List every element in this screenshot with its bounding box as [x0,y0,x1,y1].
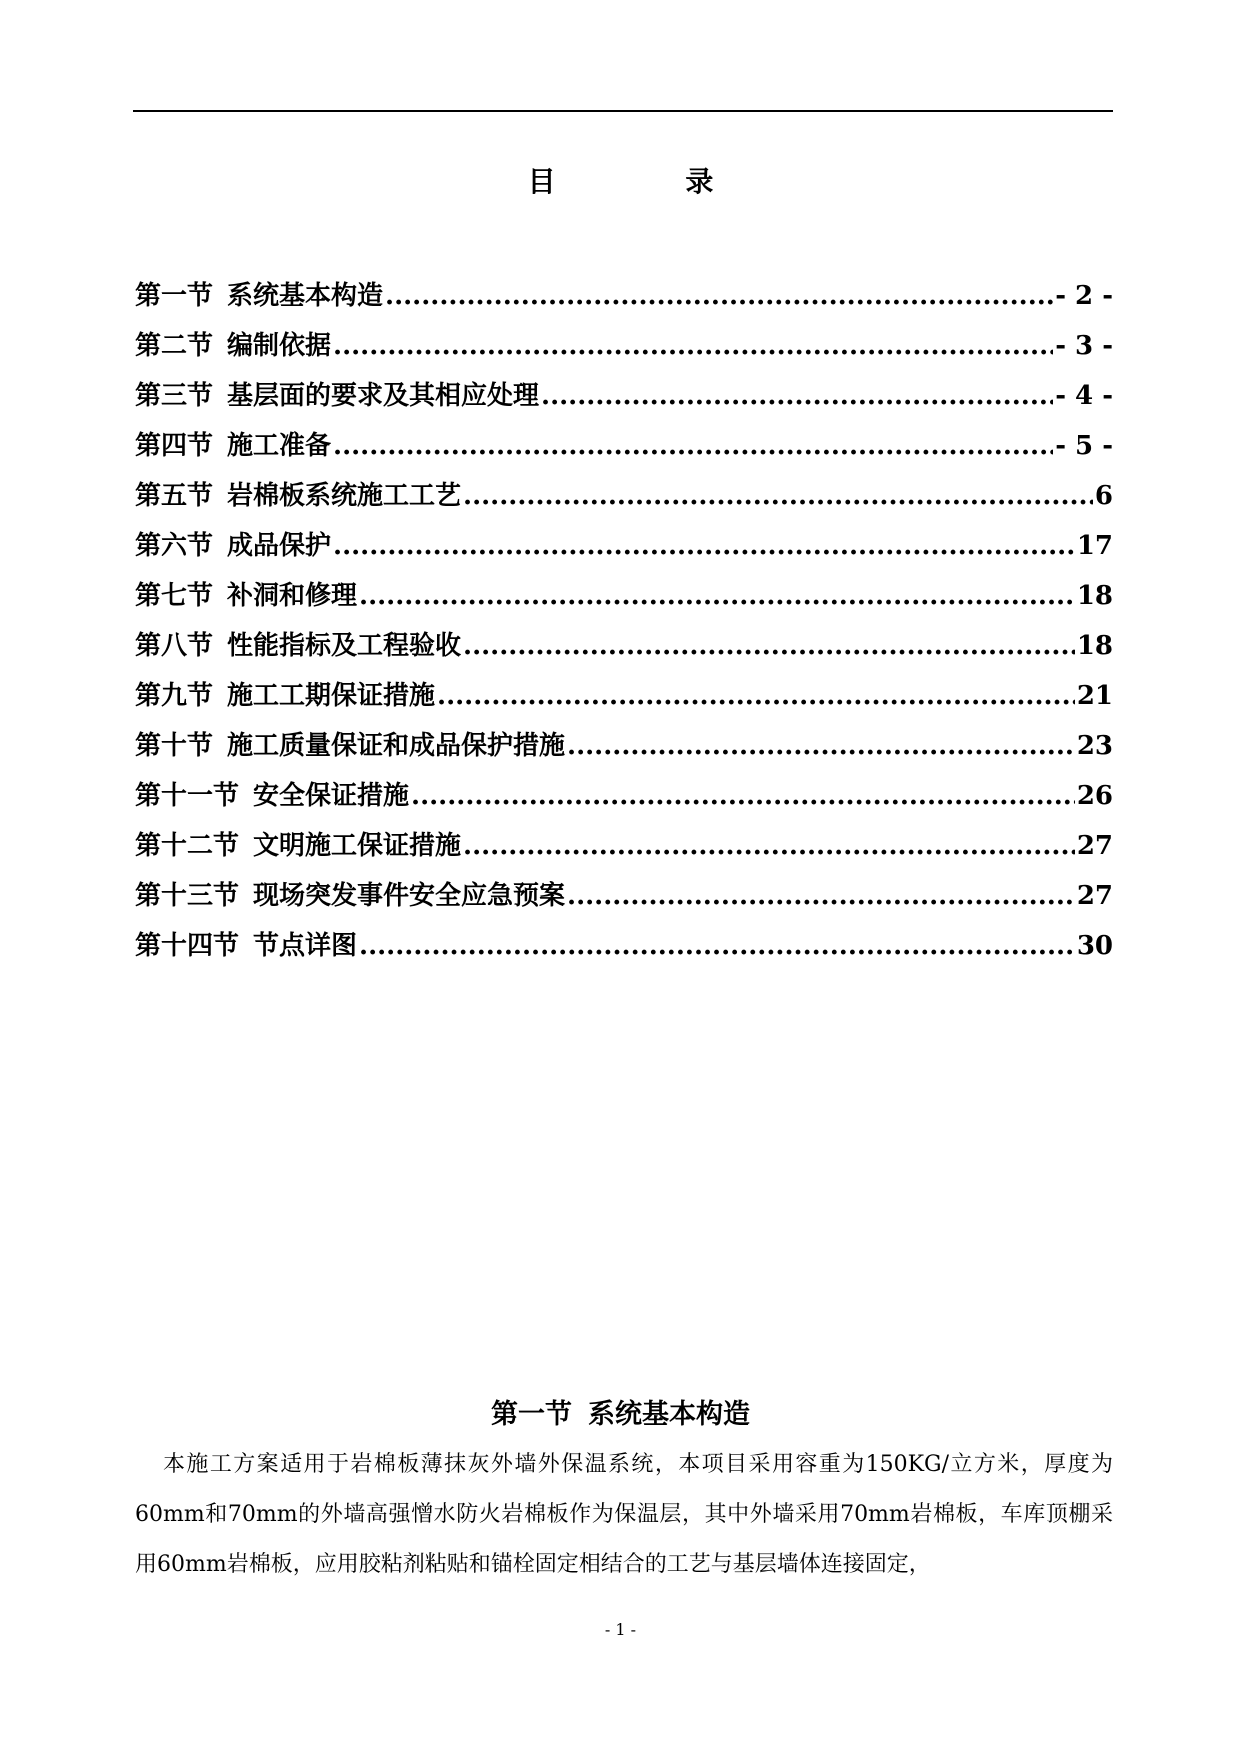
toc-entry-page: 26 [1076,781,1113,811]
toc-entry-number: 第四节 [135,431,214,461]
toc-entry-page: - 2 - [1055,281,1113,311]
toc-entry-title: 安全保证措施 [253,781,410,811]
toc-entry-title: 施工工期保证措施 [227,681,436,711]
toc-dot-leader [541,381,1053,411]
toc-entry-title: 施工质量保证和成品保护措施 [227,731,566,761]
toc-entry-page: - 5 - [1055,431,1113,461]
toc-dot-leader [333,431,1053,461]
toc-entry[interactable] [135,625,1113,675]
toc-entry-title: 岩棉板系统施工工艺 [227,481,462,511]
toc-entry-title: 系统基本构造 [227,281,384,311]
toc-entry-title: 补洞和修理 [227,581,358,611]
toc-entry-number: 第十三节 [135,881,240,911]
toc-entry[interactable] [135,725,1113,775]
toc-entry[interactable] [135,325,1113,375]
header-rule [133,110,1113,112]
section-heading [0,1392,1241,1431]
toc-entry-page: 27 [1076,831,1113,861]
toc-entry-number: 第十一节 [135,781,240,811]
toc-entry[interactable] [135,475,1113,525]
toc-dot-leader [359,581,1075,611]
toc-dot-leader [359,931,1075,961]
toc-entry-number: 第七节 [135,581,214,611]
toc-dot-leader [567,881,1075,911]
toc-entry[interactable] [135,575,1113,625]
toc-entry[interactable] [135,375,1113,425]
body-paragraph: 本施工方案适用于岩棉板薄抹灰外墙外保温系统，本项目采用容重为150KG/立方米，厚度为60mm和70mm的外墙高强憎水防火岩棉板作为保温层，其中外墙采用70mm岩棉板，车库顶棚采用60mm岩棉板，应用胶粘剂粘贴和锚栓固定相结合的工艺与基层墙体连接固定， [135,1452,1113,1577]
toc-entry-title: 节点详图 [253,931,358,961]
page-number: - 1 - [604,1620,637,1639]
toc-entry-number: 第十四节 [135,931,240,961]
toc-entry-number: 第十二节 [135,831,240,861]
toc-entry-title: 现场突发事件安全应急预案 [253,881,566,911]
toc-dot-leader [411,781,1075,811]
toc-entry[interactable] [135,525,1113,575]
toc-entry-title: 性能指标及工程验收 [227,631,462,661]
toc-entry-page: 30 [1076,931,1113,961]
toc-entry-page: 17 [1076,531,1113,561]
toc-entry-title: 成品保护 [227,531,332,561]
toc-entry-page: 18 [1076,631,1113,661]
toc-entry-number: 第八节 [135,631,214,661]
toc-list [135,275,1113,975]
toc-title: 目 录 [527,165,774,198]
section-title: 系统基本构造 [588,1399,750,1430]
toc-entry[interactable] [135,925,1113,975]
toc-entry-number: 第十节 [135,731,214,761]
toc-entry-number: 第九节 [135,681,214,711]
toc-entry-number: 第一节 [135,281,214,311]
toc-entry[interactable] [135,825,1113,875]
toc-dot-leader [385,281,1053,311]
toc-entry-page: 6 [1094,481,1113,511]
toc-entry[interactable] [135,275,1113,325]
toc-entry-number: 第六节 [135,531,214,561]
toc-entry-title: 编制依据 [227,331,332,361]
toc-entry[interactable] [135,675,1113,725]
toc-entry-page: 27 [1076,881,1113,911]
toc-entry-page: 23 [1076,731,1113,761]
toc-dot-leader [333,331,1053,361]
toc-entry-page: 21 [1076,681,1113,711]
toc-entry-page: - 3 - [1055,331,1113,361]
section-number: 第一节 [491,1399,572,1430]
toc-entry-page: 18 [1076,581,1113,611]
toc-entry-number: 第三节 [135,381,214,411]
toc-dot-leader [463,831,1075,861]
toc-entry-title: 文明施工保证措施 [253,831,462,861]
toc-entry[interactable] [135,425,1113,475]
toc-dot-leader [437,681,1075,711]
toc-entry[interactable] [135,875,1113,925]
toc-dot-leader [463,481,1093,511]
toc-dot-leader [333,531,1075,561]
toc-entry-number: 第五节 [135,481,214,511]
toc-dot-leader [463,631,1075,661]
toc-entry-number: 第二节 [135,331,214,361]
toc-dot-leader [567,731,1075,761]
toc-entry[interactable] [135,775,1113,825]
toc-entry-page: - 4 - [1055,381,1113,411]
toc-entry-title: 基层面的要求及其相应处理 [227,381,540,411]
toc-entry-title: 施工准备 [227,431,332,461]
